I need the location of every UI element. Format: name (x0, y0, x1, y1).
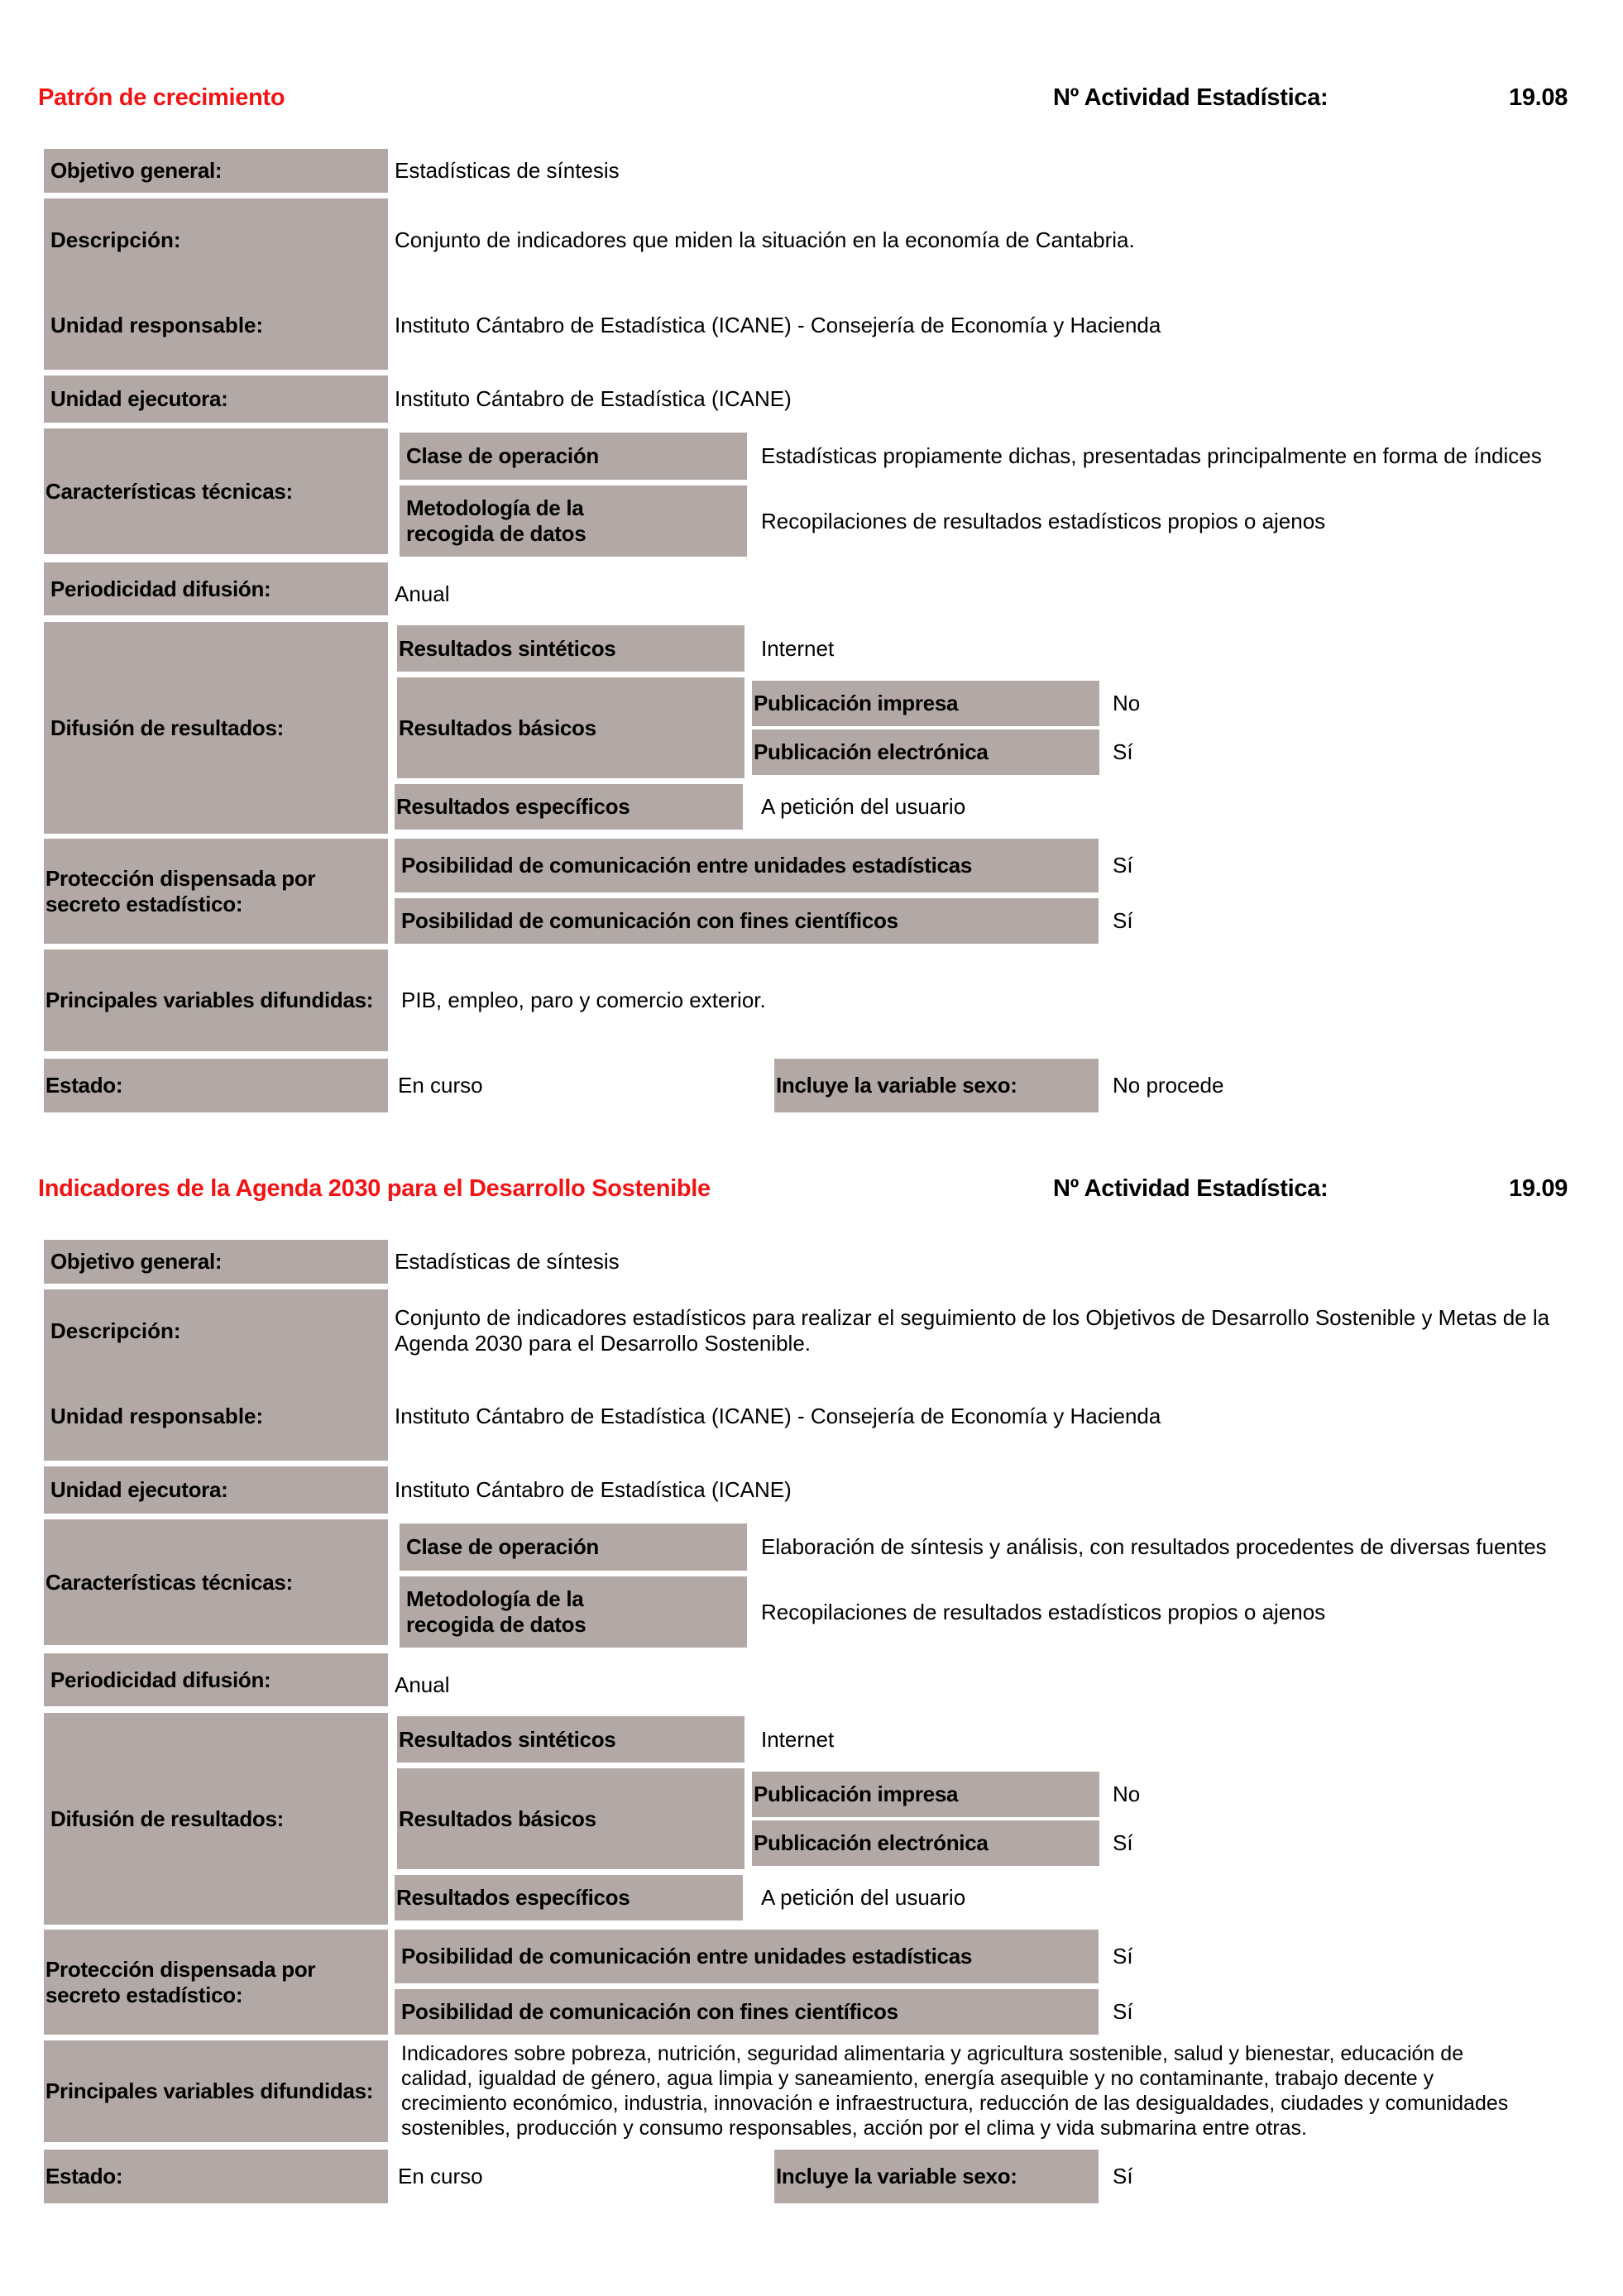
periodicidad-value: Anual (395, 581, 450, 606)
principales-value (401, 2041, 1508, 2141)
activity-number-label: Nº Actividad Estadística: (1053, 84, 1329, 111)
proteccion-label-line1: Protección dispensada por (45, 865, 316, 891)
unidad-ejecutora-label: Unidad ejecutora: (44, 1466, 388, 1514)
objetivo-label: Objetivo general: (44, 1240, 388, 1284)
proteccion-label-line2: secreto estadístico: (45, 891, 243, 916)
res-basicos-label: Resultados básicos (397, 677, 744, 778)
metodologia-label (400, 486, 747, 557)
principales-label: Principales variables difundidas: (44, 949, 388, 1051)
pub-impresa-value: No (1113, 1782, 1141, 1806)
principales-line4: sostenibles, producción y consumo responsables, acción por el clima y vida submarina entre otras. (401, 2117, 1307, 2140)
pub-electronica-value: Sí (1113, 1830, 1133, 1855)
descripcion-label: Descripción: (50, 227, 181, 252)
pub-electronica-value: Sí (1113, 739, 1133, 764)
proteccion-label-line1: Protección dispensada por (45, 1956, 316, 1982)
unidad-responsable-label: Unidad responsable: (50, 1403, 264, 1428)
metodologia-label-line2: recogida de datos (406, 1612, 586, 1637)
descripcion-value: Conjunto de indicadores que miden la situación en la economía de Cantabria. (395, 227, 1135, 252)
objetivo-label: Objetivo general: (44, 149, 388, 193)
descripcion-line1: Conjunto de indicadores estadísticos para realizar el seguimiento de los Objetivos de Desarrollo Sostenible y Metas de la (395, 1305, 1550, 1330)
metodologia-value: Recopilaciones de resultados estadísticos propios o ajenos (761, 508, 1326, 533)
periodicidad-label: Periodicidad difusión: (44, 1653, 388, 1706)
principales-label: Principales variables difundidas: (44, 2040, 388, 2142)
estado-label: Estado: (44, 2150, 388, 2203)
estado-value: En curso (398, 2164, 483, 2188)
metodologia-value: Recopilaciones de resultados estadísticos propios o ajenos (761, 1599, 1326, 1624)
res-especificos-label: Resultados específicos (395, 1875, 743, 1921)
principales-line2: calidad, igualdad de género, agua limpia y saneamiento, energía asequible y no contaminante, trabajo decente y (401, 2067, 1434, 2090)
caracteristicas-label: Características técnicas: (44, 428, 388, 554)
periodicidad-value: Anual (395, 1672, 450, 1697)
record-title: Indicadores de la Agenda 2030 para el Desarrollo Sostenible (38, 1175, 711, 1202)
periodicidad-label: Periodicidad difusión: (44, 562, 388, 615)
posib-unidades-label: Posibilidad de comunicación entre unidades estadísticas (395, 839, 1099, 892)
metodologia-label-line1: Metodología de la (406, 495, 584, 520)
unidad-responsable-value: Instituto Cántabro de Estadística (ICANE) - Consejería de Economía y Hacienda (395, 1403, 1161, 1428)
clase-operacion-label: Clase de operación (400, 1523, 747, 1571)
res-especificos-value: A petición del usuario (761, 1885, 966, 1910)
res-sinteticos-value: Internet (761, 635, 835, 661)
caracteristicas-label: Características técnicas: (44, 1519, 388, 1645)
res-sinteticos-label: Resultados sintéticos (397, 1716, 744, 1763)
unidad-ejecutora-value: Instituto Cántabro de Estadística (ICANE) (395, 1477, 792, 1502)
posib-unidades-value: Sí (1113, 1944, 1133, 1968)
unidad-ejecutora-value: Instituto Cántabro de Estadística (ICANE) (395, 386, 792, 411)
res-especificos-value: A petición del usuario (761, 794, 966, 819)
res-especificos-label: Resultados específicos (395, 784, 743, 830)
pub-electronica-label: Publicación electrónica (752, 1820, 1099, 1866)
activity-number: 19.08 (1509, 84, 1568, 111)
estado-value: En curso (398, 1073, 483, 1098)
clase-operacion-value: Elaboración de síntesis y análisis, con resultados procedentes de diversas fuentes (761, 1534, 1547, 1559)
metodologia-label-line2: recogida de datos (406, 521, 586, 546)
proteccion-label (44, 839, 388, 944)
proteccion-label (44, 1930, 388, 2035)
unidad-ejecutora-label: Unidad ejecutora: (44, 375, 388, 423)
unidad-responsable-label: Unidad responsable: (50, 312, 264, 337)
res-basicos-label: Resultados básicos (397, 1768, 744, 1869)
incluye-sexo-value: Sí (1113, 2164, 1133, 2188)
posib-unidades-label: Posibilidad de comunicación entre unidades estadísticas (395, 1930, 1099, 1983)
objetivo-value: Estadísticas de síntesis (395, 1249, 620, 1274)
estado-label: Estado: (44, 1059, 388, 1112)
descripcion-value (395, 1305, 1549, 1356)
metodologia-label-line1: Metodología de la (406, 1586, 584, 1611)
res-sinteticos-value: Internet (761, 1726, 835, 1752)
posib-cientificos-value: Sí (1113, 1999, 1133, 2024)
posib-cientificos-label: Posibilidad de comunicación con fines científicos (395, 898, 1099, 944)
pub-impresa-label: Publicación impresa (752, 681, 1099, 726)
incluye-sexo-label: Incluye la variable sexo: (774, 2150, 1099, 2203)
incluye-sexo-label: Incluye la variable sexo: (774, 1059, 1099, 1112)
pub-electronica-label: Publicación electrónica (752, 729, 1099, 775)
proteccion-label-line2: secreto estadístico: (45, 1982, 243, 2007)
descripcion-line2: Agenda 2030 para el Desarrollo Sostenible. (395, 1331, 812, 1356)
activity-number-label: Nº Actividad Estadística: (1053, 1175, 1329, 1202)
difusion-label: Difusión de resultados: (44, 622, 388, 834)
principales-line1: Indicadores sobre pobreza, nutrición, seguridad alimentaria y agricultura sostenible, salud y bienestar, educación de (401, 2042, 1464, 2065)
record-title: Patrón de crecimiento (38, 84, 285, 111)
metodologia-label (400, 1576, 747, 1648)
pub-impresa-value: No (1113, 691, 1141, 715)
incluye-sexo-value: No procede (1113, 1073, 1224, 1098)
clase-operacion-value: Estadísticas propiamente dichas, presentadas principalmente en forma de índices (761, 443, 1542, 468)
posib-cientificos-value: Sí (1113, 908, 1133, 933)
posib-unidades-value: Sí (1113, 853, 1133, 878)
objetivo-value: Estadísticas de síntesis (395, 158, 620, 183)
clase-operacion-label: Clase de operación (400, 433, 747, 480)
descripcion-label: Descripción: (50, 1318, 181, 1343)
res-sinteticos-label: Resultados sintéticos (397, 625, 744, 672)
activity-number: 19.09 (1509, 1175, 1568, 1202)
difusion-label: Difusión de resultados: (44, 1713, 388, 1925)
principales-line3: crecimiento económico, industria, innovación e infraestructura, reducción de las desigualdades, ciudades y comunidades (401, 2092, 1509, 2115)
unidad-responsable-value: Instituto Cántabro de Estadística (ICANE) - Consejería de Economía y Hacienda (395, 312, 1161, 337)
principales-value: PIB, empleo, paro y comercio exterior. (401, 988, 766, 1012)
posib-cientificos-label: Posibilidad de comunicación con fines científicos (395, 1989, 1099, 2035)
pub-impresa-label: Publicación impresa (752, 1772, 1099, 1817)
